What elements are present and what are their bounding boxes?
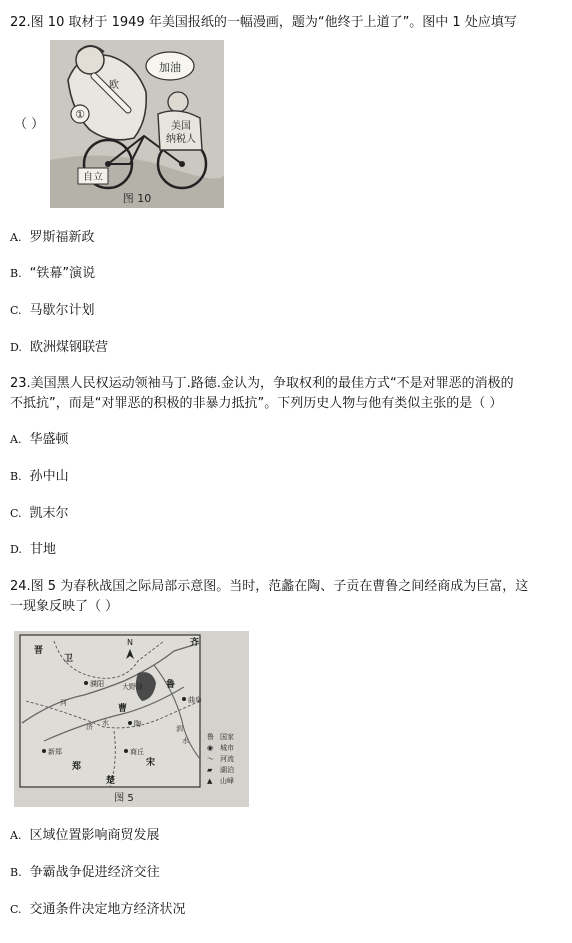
- option-letter: C.: [10, 903, 22, 916]
- map-illustration: [14, 631, 249, 807]
- cartoon-illustration: [50, 40, 224, 208]
- option-letter: C.: [10, 507, 22, 520]
- map-state-wei: 卫: [64, 654, 74, 664]
- map-state-chu: 楚: [106, 776, 116, 786]
- q22-stem: 22.图 10 取材于 1949 年美国报纸的一幅漫画，题为“他终于上道了”。图中 1 处应填写: [10, 15, 517, 30]
- option-letter: C.: [10, 304, 22, 317]
- city-marker: [42, 749, 46, 753]
- q23-stem-line1: 23.美国黑人民权运动领袖马丁.路德.金认为，争取权利的最佳方式“不是对罪恶的消极的: [10, 376, 514, 391]
- cartoon-caption: 图 10: [122, 192, 152, 205]
- option-letter: A.: [10, 829, 22, 842]
- legend-symbol: ▰: [207, 766, 213, 774]
- q24-option-c[interactable]: [10, 901, 186, 919]
- legend-label: 山峰: [220, 777, 234, 785]
- cartoon-label-taxpayer-2: 纳税人: [166, 134, 196, 145]
- option-letter: A.: [10, 433, 22, 446]
- map-legend: [207, 732, 234, 785]
- q24-stem-line1: 24.图 5 为春秋战国之际局部示意图。当时，范蠡在陶、子贡在曹鲁之间经商成为巨富，这: [10, 579, 529, 594]
- option-letter: A.: [10, 231, 22, 244]
- map-state-qi: 齐: [190, 638, 200, 648]
- option-text: 争霸战争促进经济交往: [29, 865, 160, 880]
- q23-option-d[interactable]: [10, 541, 56, 559]
- legend-symbol: ▲: [207, 777, 213, 785]
- map-state-zheng: 郑: [72, 762, 82, 772]
- cartoon-label-taxpayer-1: 美国: [171, 121, 191, 132]
- option-letter: D.: [10, 543, 22, 556]
- cartoon-label-ziliao: 自立: [83, 172, 103, 183]
- cartoon-label-ou: 欧: [109, 80, 119, 91]
- q24-option-b[interactable]: [10, 864, 160, 882]
- map-city-shangqiu: 商丘: [130, 748, 144, 756]
- q24-option-a[interactable]: [10, 827, 159, 845]
- q23-option-a[interactable]: [10, 431, 68, 449]
- q22-option-d[interactable]: [10, 339, 108, 357]
- q22-option-c[interactable]: [10, 302, 95, 320]
- cartoon-label-one: ①: [75, 108, 85, 121]
- map-north-label: N: [127, 638, 133, 647]
- legend-symbol: ◉: [207, 744, 214, 752]
- option-text: 区域位置影响商贸发展: [29, 828, 160, 843]
- legend-symbol: 鲁: [207, 733, 214, 741]
- cartoon-label-jiayou: 加油: [159, 61, 181, 74]
- map-city-tao: 陶: [134, 720, 141, 728]
- q22-option-b[interactable]: [10, 265, 95, 283]
- option-text: 交通条件决定地方经济状况: [29, 902, 186, 917]
- q24-map-figure: [14, 631, 249, 807]
- q23-option-b[interactable]: [10, 468, 69, 486]
- q24-stem-line2: 一现象反映了（ ）: [10, 599, 119, 614]
- legend-label: 河流: [220, 755, 234, 763]
- option-letter: B.: [10, 470, 22, 483]
- option-text: 马歇尔计划: [29, 303, 95, 318]
- map-river-ji: 济: [86, 723, 93, 731]
- legend-label: 城市: [220, 744, 234, 752]
- q22-cartoon-figure: [50, 40, 224, 208]
- option-letter: B.: [10, 267, 22, 280]
- map-city-qufu: 曲阜: [188, 696, 202, 704]
- map-caption: 图 5: [114, 793, 134, 804]
- q22-answer-blank: （ ）: [14, 117, 45, 132]
- legend-symbol: ～: [207, 755, 214, 763]
- q23-stem-line2: 不抵抗”，而是“对罪恶的积极的非暴力抵抗”。下列历史人物与他有类似主张的是（ ）: [10, 396, 503, 411]
- option-letter: B.: [10, 866, 22, 879]
- option-text: 甘地: [29, 542, 56, 557]
- map-river-he: 河: [60, 699, 67, 707]
- q22-option-a[interactable]: [10, 229, 94, 247]
- map-state-cao: 曹: [118, 704, 128, 714]
- map-state-lu: 鲁: [166, 680, 176, 690]
- map-river-si: 泗: [176, 725, 183, 733]
- map-city-daye: 大野泽: [122, 683, 143, 691]
- city-marker: [124, 749, 128, 753]
- city-marker: [182, 697, 186, 701]
- map-state-song: 宋: [146, 758, 156, 768]
- map-state-jin: 晋: [34, 646, 44, 656]
- map-river-shui2: 水: [182, 737, 189, 745]
- map-river-shui: 水: [102, 719, 109, 727]
- option-text: 罗斯福新政: [29, 230, 95, 245]
- map-city-xinzheng: 新郑: [48, 748, 62, 756]
- option-text: 孙中山: [29, 469, 69, 484]
- map-city-puyang: 濮阳: [90, 680, 104, 688]
- option-text: 欧洲煤钢联营: [29, 340, 108, 355]
- option-text: “铁幕”演说: [29, 266, 96, 281]
- option-text: 华盛顿: [29, 432, 69, 447]
- legend-label: 湖泊: [220, 766, 234, 774]
- option-letter: D.: [10, 341, 22, 354]
- legend-label: 国家: [220, 733, 234, 741]
- option-text: 凯末尔: [29, 506, 69, 521]
- q23-option-c[interactable]: [10, 505, 69, 523]
- city-marker: [84, 681, 88, 685]
- city-marker: [128, 721, 132, 725]
